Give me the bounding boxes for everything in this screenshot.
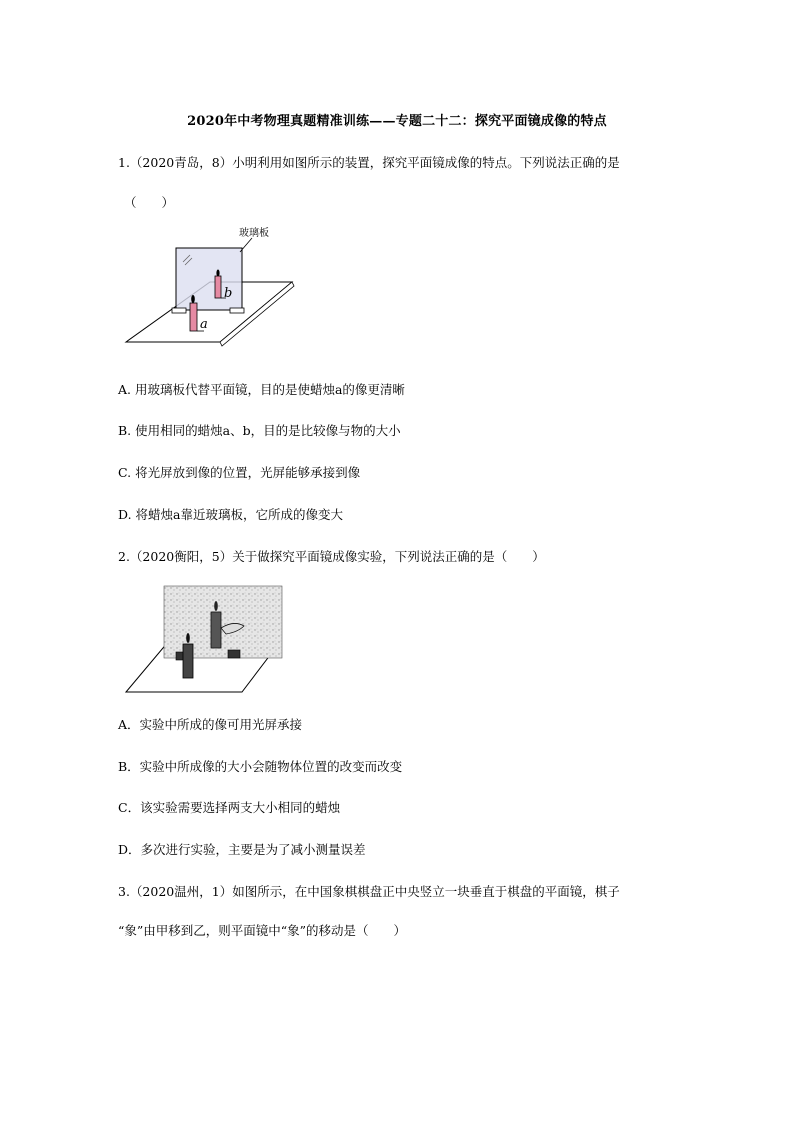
q2-candle-front: [183, 644, 193, 678]
q2-support-right: [228, 650, 240, 658]
q2-option-a: A．实验中所成的像可用光屏承接: [118, 717, 303, 732]
q2-flame-back: [214, 601, 218, 611]
q2-flame-front: [186, 633, 190, 643]
q2-figure: [122, 580, 292, 695]
q2-option-c: C．该实验需要选择两支大小相同的蜡烛: [118, 800, 341, 815]
page-title: 2020年中考物理真题精准训练——专题二十二：探究平面镜成像的特点: [187, 114, 607, 129]
q1-flame-b: [216, 270, 219, 277]
q1-flame-a: [191, 295, 195, 303]
q1-stem-line2: （ ）: [124, 195, 175, 210]
q1-label-a: a: [200, 317, 208, 332]
q1-stem-line1: 1.（2020青岛，8）小明利用如图所示的装置，探究平面镜成像的特点。下列说法正确的是: [118, 155, 620, 170]
q1-candle-a: [190, 303, 197, 331]
q1-support-left: [172, 308, 186, 313]
q1-glass-label: 玻璃板: [239, 228, 269, 239]
q2-option-d: D．多次进行实验，主要是为了减小测量误差: [118, 842, 366, 857]
q1-figure: [120, 222, 300, 350]
q1-candle-b: [215, 276, 221, 298]
q1-option-c: C. 将光屏放到像的位置，光屏能够承接到像: [118, 465, 361, 480]
q1-label-b: b: [224, 286, 233, 301]
q2-glass-plate: [164, 586, 282, 658]
q1-support-right: [230, 308, 244, 313]
q1-option-a: A. 用玻璃板代替平面镜，目的是使蜡烛a的像更清晰: [118, 382, 405, 397]
q3-stem-line2: “象”由甲移到乙，则平面镜中“象”的移动是（ ）: [118, 923, 407, 938]
q2-stem: 2.（2020衡阳，5）关于做探究平面镜成像实验，下列说法正确的是（ ）: [118, 549, 545, 564]
q2-option-b: B．实验中所成像的大小会随物体位置的改变而改变: [118, 759, 403, 774]
q1-option-b: B. 使用相同的蜡烛a、b，目的是比较像与物的大小: [118, 423, 401, 438]
q1-option-d: D. 将蜡烛a靠近玻璃板，它所成的像变大: [118, 507, 343, 522]
q2-candle-back: [211, 612, 221, 648]
q3-stem-line1: 3.（2020温州，1）如图所示，在中国象棋棋盘正中央竖立一块垂直于棋盘的平面镜，棋子: [118, 884, 620, 899]
